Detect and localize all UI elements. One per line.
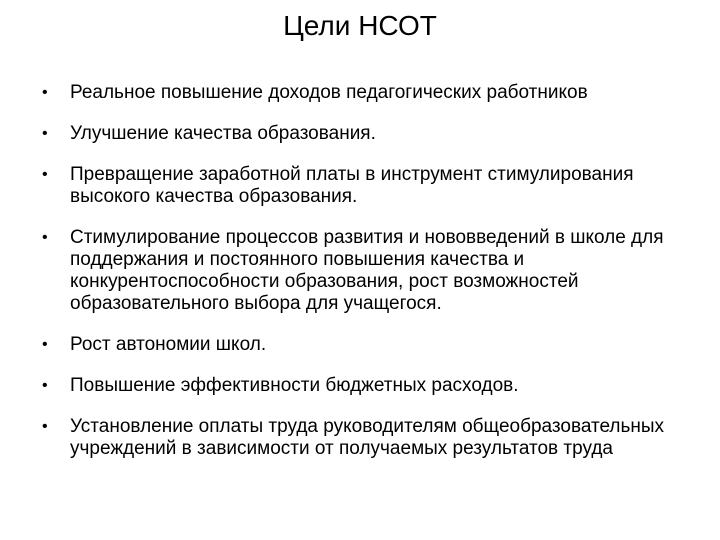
bullet-text: Реальное повышение доходов педагогических работников <box>70 82 588 103</box>
bullet-text: Рост автономии школ. <box>70 334 267 355</box>
bullet-item <box>40 334 710 356</box>
bullet-dot-icon: • <box>42 229 48 246</box>
slide-title: Цели НСОТ <box>283 10 437 41</box>
bullet-text: Стимулирование процессов развития и нововведений в школе для поддержания и постоянного повышения качества и конкурентоспособности образования, рост возможностей образовательного выбора для учащегося. <box>70 227 664 314</box>
bullet-item <box>40 123 710 145</box>
bullet-text: Превращение заработной платы в инструмент стимулирования высокого качества образования. <box>70 164 634 207</box>
bullet-dot-icon: • <box>42 166 48 183</box>
bullet-dot-icon: • <box>42 377 48 394</box>
bullet-item <box>40 375 710 397</box>
bullet-list <box>40 82 710 479</box>
bullet-dot-icon: • <box>42 336 48 353</box>
bullet-dot-icon: • <box>42 418 48 435</box>
bullet-text: Повышение эффективности бюджетных расходов. <box>70 375 519 396</box>
bullet-item <box>40 164 710 208</box>
bullet-text: Установление оплаты труда руководителям общеобразовательных учреждений в зависимости от получаемых результатов труда <box>70 416 665 459</box>
bullet-item <box>40 227 710 315</box>
bullet-dot-icon: • <box>42 84 48 101</box>
bullet-item <box>40 416 710 460</box>
bullet-text: Улучшение качества образования. <box>70 123 376 144</box>
bullet-item <box>40 82 710 104</box>
bullet-dot-icon: • <box>42 125 48 142</box>
